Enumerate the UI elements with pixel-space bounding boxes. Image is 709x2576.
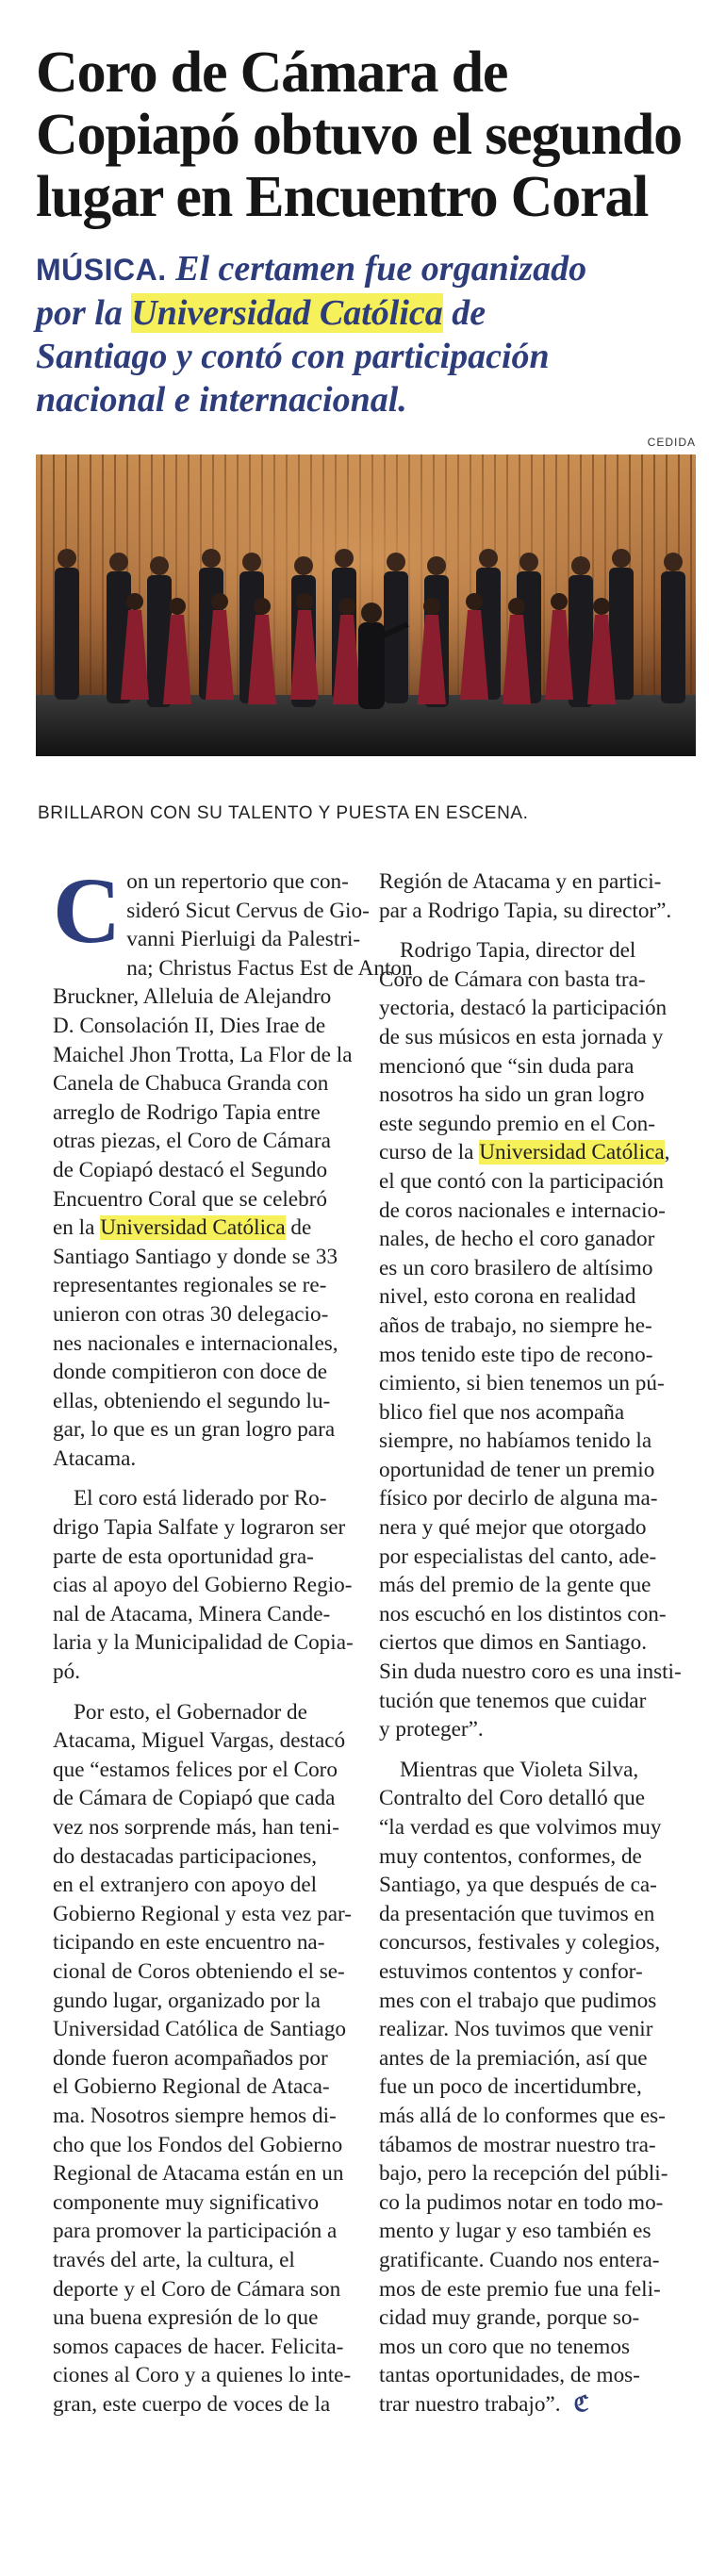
text: , — [664, 1140, 670, 1165]
drop-cap: C — [53, 858, 122, 963]
text-line: más allá de lo conformes que es- — [379, 2103, 666, 2128]
text-line: estuvimos contentos y confor- — [379, 1958, 643, 1984]
text-line: vanni Pierluigi da Palestri- — [126, 927, 361, 952]
text-line: es un coro brasilero de altísimo — [379, 1255, 653, 1280]
text-line: cias al apoyo del Gobierno Regio- — [53, 1573, 353, 1598]
deck-text: de — [442, 293, 486, 333]
text-line: más del premio de la gente que — [379, 1573, 651, 1598]
text-line: ellas, obteniendo el segundo lu- — [53, 1388, 331, 1413]
text-line — [379, 1138, 690, 1167]
highlighted-text: Universidad Católica — [479, 1140, 665, 1165]
text-line: Santiago, ya que después de ca- — [379, 1873, 657, 1898]
paragraph — [379, 1756, 690, 2419]
choir-photo — [36, 454, 696, 756]
text-line: este segundo premio en el Con- — [379, 1111, 655, 1136]
text-line: concursos, festivales y colegios, — [379, 1930, 661, 1956]
singer-head — [109, 553, 128, 571]
text-line: en el extranjero con apoyo del — [53, 1873, 318, 1898]
singer-head — [571, 556, 590, 575]
text-line: realizar. Nos tuvimos que venir — [379, 2017, 653, 2042]
photo-caption: BRILLARON CON SU TALENTO Y PUESTA EN ESCENA. — [38, 803, 529, 823]
text-line: una buena expresión de lo que — [53, 2305, 319, 2331]
text-line: Regional de Atacama están en un — [53, 2161, 344, 2187]
singer-head — [126, 593, 143, 610]
text-line: co la pudimos notar en todo mo- — [379, 2189, 664, 2215]
text-line: par a Rodrigo Tapia, su director”. — [379, 898, 672, 923]
singer-head — [150, 556, 169, 575]
text-line: fue un poco de incertidumbre, — [379, 2074, 642, 2100]
text-line: de Copiapó destacó el Segundo — [53, 1157, 328, 1182]
singer-head — [202, 549, 221, 568]
singer-head — [242, 553, 261, 571]
singer — [384, 571, 408, 703]
text-line: Universidad Católica de Santiago — [53, 2017, 347, 2042]
singer-head — [338, 598, 355, 615]
singer-head — [427, 556, 446, 575]
text-line: través del arte, la cultura, el — [53, 2247, 295, 2272]
end-mark-icon: ℭ — [573, 2391, 589, 2417]
text-line: gundo lugar, organizado por la — [53, 1988, 321, 2013]
text-line: do destacadas participaciones, — [53, 1843, 318, 1869]
singer-head — [664, 553, 683, 571]
text: de — [285, 1215, 312, 1241]
text-line: nosotros ha sido un gran logro — [379, 1082, 645, 1108]
text-line: nos escuchó en los distintos con- — [379, 1601, 667, 1627]
deck-line: nacional e internacional. — [36, 380, 407, 420]
text-line: de Cámara de Copiapó que cada — [53, 1786, 336, 1811]
headline-line: Coro de Cámara de — [36, 41, 508, 105]
text-line: cional de Coros obteniendo el se- — [53, 1958, 345, 1984]
text-line: ticipando en este encuentro na- — [53, 1930, 325, 1956]
text-line: el Gobierno Regional de Ataca- — [53, 2074, 330, 2100]
headline-line: lugar en Encuentro Coral — [36, 165, 649, 229]
text-column-left — [53, 858, 413, 2430]
text-line: muy contentos, conformes, de — [379, 1843, 642, 1869]
text-line: de sus músicos en esta jornada y — [379, 1024, 664, 1049]
text-line: laria y la Municipalidad de Copia- — [53, 1630, 354, 1656]
text-line: blico fiel que nos acompaña — [379, 1399, 625, 1425]
text-line: oportunidad de tener un premio — [379, 1457, 655, 1482]
text-line: Región de Atacama y en partici- — [379, 869, 662, 894]
deck-line: Santiago y contó con participación — [36, 337, 550, 376]
text-line: que “estamos felices por el Coro — [53, 1757, 338, 1782]
singer-head — [479, 549, 498, 568]
singer-head — [612, 549, 631, 568]
text-line: unieron con otras 30 delegacio- — [53, 1301, 329, 1327]
text-line: físico por decirlo de alguna ma- — [379, 1486, 658, 1511]
text-line: para promover la participación a — [53, 2219, 338, 2244]
singer-head — [254, 598, 271, 615]
text-line: Coro de Cámara con basta tra- — [379, 966, 646, 992]
text-line: representantes regionales se re- — [53, 1273, 327, 1298]
text-line: mos un coro que no tenemos — [379, 2334, 630, 2359]
section-kicker: MÚSICA. — [36, 253, 167, 287]
text-line: parte de esta oportunidad gra- — [53, 1544, 314, 1569]
text-line: Contralto del Coro detalló que — [379, 1786, 646, 1811]
text-line: gratificante. Cuando nos entera- — [379, 2247, 660, 2272]
text-line: mes con el trabajo que pudimos — [379, 1988, 657, 2013]
text-line: nales, de hecho el coro ganador — [379, 1227, 655, 1252]
text-line: deporte y el Coro de Cámara son — [53, 2276, 341, 2302]
text-line: Sin duda nuestro coro es una insti- — [379, 1660, 682, 1685]
text-line: Rodrigo Tapia, director del — [400, 938, 636, 964]
text-line: tantas oportunidades, de mos- — [379, 2363, 640, 2388]
singer — [55, 568, 79, 700]
text-line: tución que tenemos que cuidar — [379, 1688, 647, 1713]
headline-line: Copiapó obtuvo el segundo — [36, 103, 682, 167]
paragraph — [53, 1484, 373, 1686]
singer-head — [519, 553, 538, 571]
text-line: otras piezas, el Coro de Cámara — [53, 1129, 331, 1154]
text-line: gar, lo que es un gran logro para — [53, 1417, 336, 1443]
text-line: nivel, esto corona en realidad — [379, 1284, 636, 1310]
text-line: componente muy significativo — [53, 2189, 320, 2215]
text-line: tábamos de mostrar nuestro tra- — [379, 2132, 656, 2157]
text-line: donde compitieron con doce de — [53, 1360, 328, 1385]
paragraph — [379, 936, 690, 1744]
text-line: y proteger”. — [379, 1717, 484, 1742]
headline — [36, 41, 686, 228]
text-line: ciertos que dimos en Santiago. — [379, 1630, 647, 1656]
text-line: donde fueron acompañados por — [53, 2045, 328, 2071]
text-line: on un repertorio que con- — [126, 869, 349, 894]
text-line: mento y lugar y eso también es — [379, 2219, 651, 2244]
text-line: de coros nacionales e internacio- — [379, 1197, 666, 1223]
text-line: siempre, no habíamos tenido la — [379, 1428, 652, 1454]
paragraph — [53, 858, 413, 1473]
deck-line — [36, 247, 696, 291]
text-line: Canela de Chabuca Granda con — [53, 1071, 329, 1097]
text: curso de la — [379, 1140, 480, 1165]
text-line: años de trabajo, no siempre he- — [379, 1313, 652, 1338]
text-line: pó. — [53, 1660, 80, 1685]
text-line: sideró Sicut Cervus de Gio- — [126, 898, 370, 923]
text-line: Atacama. — [53, 1445, 137, 1471]
text-line: bajo, pero la recepción del públi- — [379, 2161, 668, 2187]
highlighted-text: Universidad Católica — [131, 293, 443, 333]
singer-head — [335, 549, 354, 568]
text-line: Santiago Santiago y donde se 33 — [53, 1244, 338, 1269]
text-line: nera y qué mejor que otorgado — [379, 1515, 647, 1541]
text-line: somos capaces de hacer. Felicita- — [53, 2334, 344, 2359]
text-line: gran, este cuerpo de voces de la — [53, 2391, 331, 2417]
text-line: antes de la premiación, así que — [379, 2045, 648, 2071]
text-column-right — [379, 867, 690, 2430]
text-line: drigo Tapia Salfate y lograron ser — [53, 1515, 346, 1541]
text-line: Bruckner, Alleluia de Alejandro — [53, 984, 332, 1010]
paragraph — [379, 867, 690, 925]
deck-text: El certamen fue organizado — [175, 249, 587, 289]
singer-head — [593, 598, 610, 615]
text-line: Por esto, el Gobernador de — [74, 1699, 307, 1725]
text-line: mos de este premio fue una feli- — [379, 2276, 661, 2302]
singer-head — [294, 556, 313, 575]
singer-head — [551, 593, 568, 610]
singer-head — [387, 553, 405, 571]
text-line: nes nacionales e internacionales, — [53, 1330, 338, 1356]
text-line: ma. Nosotros siempre hemos di- — [53, 2103, 337, 2128]
text-line: ciones al Coro y a quienes lo inte- — [53, 2363, 352, 2388]
text-line: yectoria, destacó la participación — [379, 996, 668, 1021]
text-line: mos tenido este tipo de recono- — [379, 1342, 653, 1367]
singer — [661, 571, 685, 703]
text-line: trar nuestro trabajo”. ℭ — [379, 2390, 690, 2419]
text-line: Gobierno Regional y esta vez par- — [53, 1901, 352, 1926]
deck-text: por la — [36, 293, 132, 333]
text-line: D. Consolación II, Dies Irae de — [53, 1013, 326, 1038]
singer-head — [58, 549, 76, 568]
text-line: por especialistas del canto, ade- — [379, 1544, 657, 1569]
text-line: Encuentro Coral que se celebró — [53, 1186, 328, 1212]
paragraph — [53, 1698, 373, 2419]
text-line: arreglo de Rodrigo Tapia entre — [53, 1099, 321, 1125]
text-line: cho que los Fondos del Gobierno — [53, 2132, 343, 2157]
text-line: Mientras que Violeta Silva, — [400, 1757, 639, 1782]
singer-head — [211, 593, 228, 610]
text-line: “la verdad es que volvimos muy — [379, 1815, 662, 1840]
text-line: Maichel Jhon Trotta, La Flor de la — [53, 1042, 353, 1067]
photo-credit: CEDIDA — [647, 436, 696, 449]
text-line: El coro está liderado por Ro- — [74, 1486, 327, 1511]
highlighted-text: Universidad Católica — [100, 1215, 286, 1241]
text: en la — [53, 1215, 101, 1241]
text-line: Atacama, Miguel Vargas, destacó — [53, 1728, 346, 1754]
text-line: cidad muy grande, porque so- — [379, 2305, 640, 2331]
singer-head — [296, 593, 313, 610]
text-line — [53, 1214, 373, 1243]
text-line: nal de Atacama, Minera Cande- — [53, 1601, 331, 1627]
deck-line — [36, 291, 696, 335]
text-line: cimiento, si bien tenemos un pú- — [379, 1371, 665, 1396]
singer-head — [466, 593, 483, 610]
singer-head — [508, 598, 525, 615]
text-line: da presentación que tuvimos en — [379, 1901, 655, 1926]
text-line: na; Christus Factus Est de Anton — [126, 955, 413, 981]
singer-head — [169, 598, 186, 615]
text-line: mencionó que “sin duda para — [379, 1053, 635, 1079]
text-line: el que contó con la participación — [379, 1168, 664, 1194]
deck — [36, 247, 696, 421]
singer-head — [423, 598, 440, 615]
text-line: vez nos sorprende más, han teni- — [53, 1815, 339, 1840]
